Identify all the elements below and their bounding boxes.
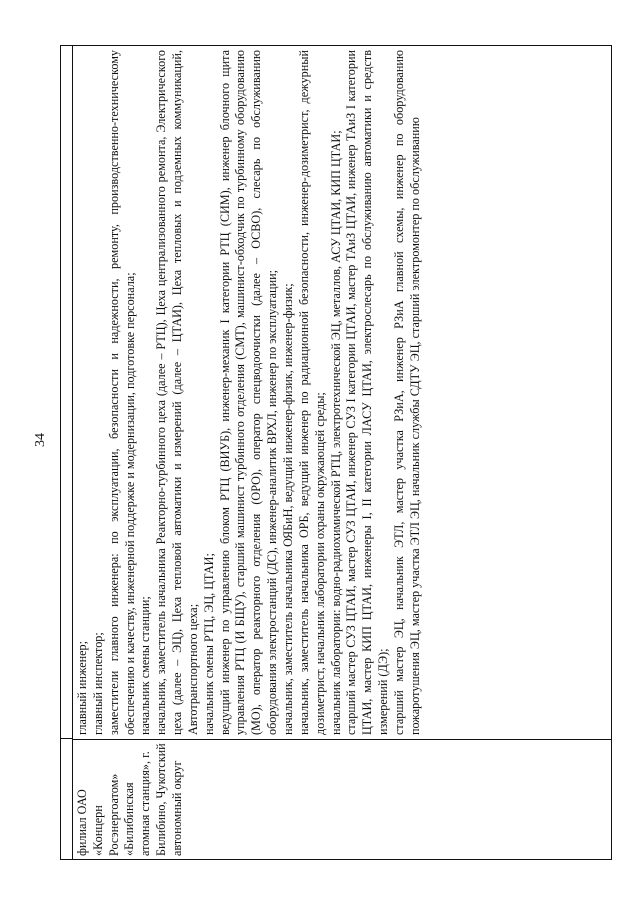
position-entry: начальник, заместитель начальника Реакторно-турбинного цеха (далее – РТЦ), Цеха централизованного ремонта, Электрического цеха (далее – ЭЦ), Цеха тепловой автоматики и измерений (далее – ЦТАИ), Цеха тепловых и подземных коммуникаций, Автотранспортного цеха; [154,50,200,735]
table-row [73,46,611,859]
position-entry: начальник, заместитель начальника ОЯБиН, ведущий инженер-физик, инженер-физик; [280,283,295,735]
position-entry: начальник смены РТЦ, ЭЦ, ЦТАИ; [201,553,216,735]
table-top-left-cell [61,738,72,859]
table-top-right-cell [61,46,72,738]
positions-cell [73,46,611,739]
position-entry: начальник смены станции; [138,596,153,735]
positions-table [60,45,612,860]
position-entry: старший мастер ЭЦ, начальник ЭТЛ, мастер участка РЗиА, инженер РЗиА главной схемы, инженер по оборудованию пожаротушения ЭЦ, мастер участка ЭТЛ ЭЦ, начальник службы СДТУ ЭЦ, старший электромонтер по обслуживанию [391,50,422,735]
organization-cell: филиал ОАО «Концерн Росэнергоатом» «Билибинская атомная станция», г. Билибино, Чукотский автономный округ [73,739,611,859]
position-entry: начальник, заместитель начальника ОРБ, ведущий инженер по радиационной безопасности, инженер-дозиметрист, дежурный дозиметрист, начальник лаборатории охраны окружающей среды; [296,50,327,735]
position-entry: старший мастер СУЗ ЦТАИ, мастер СУЗ ЦТАИ, инженер СУЗ I категории ЦТАИ, мастер ТАиЗ ЦТАИ, инженер ТАиЗ I категории ЦТАИ, мастер КИП ЦТАИ, инженеры I, II категории ЛАСУ ЦТАИ, электрослесарь по обслуживанию автоматики и средств измерений (ДЭ); [344,50,391,735]
position-entry: главный инспектор; [90,632,105,735]
position-entry: ведущий инженер по управлению блоком РТЦ (ВИУБ), инженер-механик I категории РТЦ (СИМ), инженер блочного щита управления РТЦ (И БЩУ), старший машинист турбинного отделения (СМТ), машинист-обходчик по турбинному оборудованию (МО), оператор реакторного отделения (ОРО), оператор спецводоочистки (далее – ОСВО), слесарь по обслуживанию оборудования электростанций (ДС), инженер-аналитик ВРХЛ, инженер по эксплуатации; [217,50,280,735]
page-number: 34 [33,433,48,447]
position-entry: заместители главного инженера: по эксплуатации, безопасности и надежности, ремонту, производственно-техническому обеспечению и качеству, инженерной поддержке и модернизации, подготовке персонала; [106,50,137,735]
position-entry: начальник лаборатории: водно-радиохимической РТЦ, электротехнической ЭЦ, металлов, АСУ ЦТАИ, КИП ЦТАИ; [328,130,343,735]
table-top-strip [61,46,73,859]
position-entry: главный инженер; [75,640,89,735]
